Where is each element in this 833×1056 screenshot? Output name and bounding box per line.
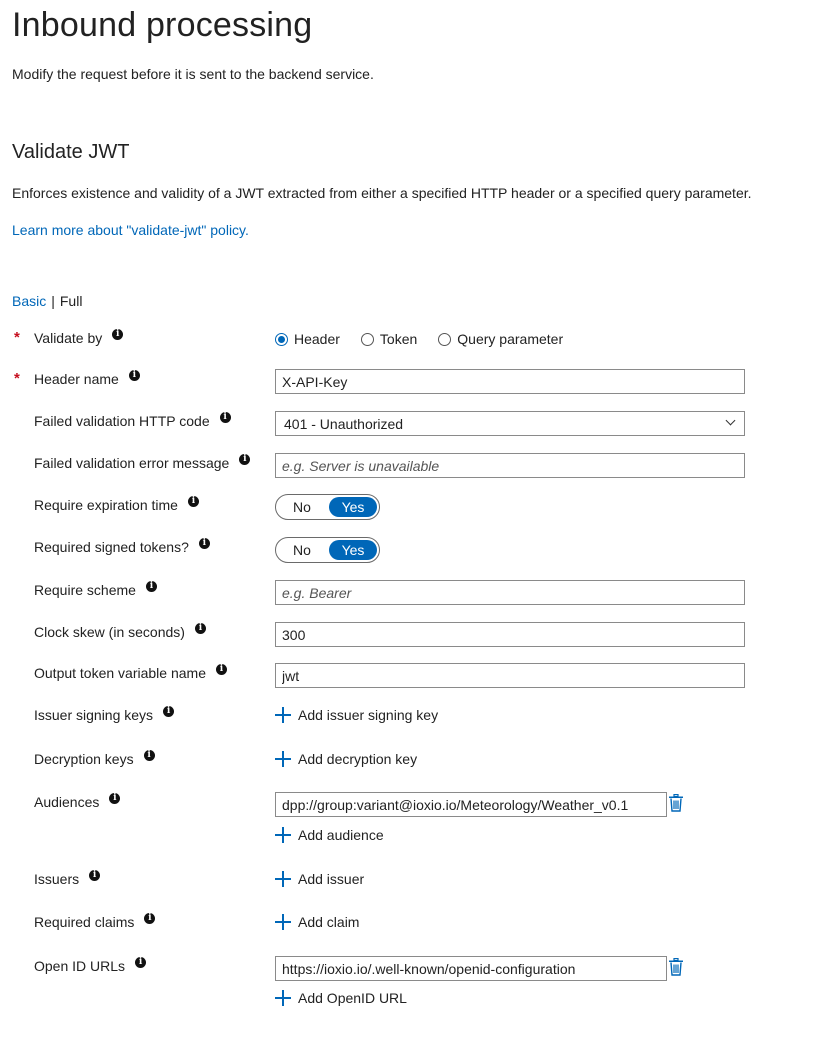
add-openid-url-button[interactable] <box>275 990 407 1006</box>
required-claims-label-text: Required claims <box>34 914 135 930</box>
info-icon[interactable]: i <box>195 623 206 634</box>
radio-token-label: Token <box>379 331 418 347</box>
failed-message-input[interactable] <box>275 453 745 478</box>
radio-query-parameter-button[interactable] <box>438 333 451 346</box>
info-icon[interactable]: i <box>199 538 210 549</box>
page-subtitle: Modify the request before it is sent to the backend service. <box>12 66 374 82</box>
radio-header-label: Header <box>294 331 340 347</box>
plus-icon <box>275 751 291 767</box>
output-var-label <box>34 665 227 681</box>
failed-code-label-text: Failed validation HTTP code <box>34 413 210 429</box>
require-signed-label <box>34 539 210 555</box>
info-icon[interactable]: i <box>144 913 155 924</box>
plus-icon <box>275 871 291 887</box>
radio-query-parameter[interactable] <box>438 331 563 347</box>
require-expiration-toggle[interactable] <box>275 494 380 520</box>
decryption-keys-label-text: Decryption keys <box>34 751 134 767</box>
failed-message-label-text: Failed validation error message <box>34 455 230 471</box>
openid-urls-label <box>34 958 146 974</box>
radio-header[interactable] <box>275 331 340 347</box>
add-claim-label: Add claim <box>298 914 360 930</box>
plus-icon <box>275 914 291 930</box>
header-name-label <box>34 371 140 387</box>
issuer-keys-label-text: Issuer signing keys <box>34 707 154 723</box>
add-issuer-button[interactable] <box>275 871 364 887</box>
toggle-yes-option[interactable]: Yes <box>329 540 377 560</box>
clock-skew-label <box>34 624 206 640</box>
audiences-label-text: Audiences <box>34 794 100 810</box>
toggle-yes-option[interactable]: Yes <box>329 497 377 517</box>
plus-icon <box>275 707 291 723</box>
clock-skew-label-text: Clock skew (in seconds) <box>34 624 185 640</box>
trash-icon[interactable] <box>668 794 684 812</box>
info-icon[interactable]: i <box>144 750 155 761</box>
add-issuer-signing-key-label: Add issuer signing key <box>298 707 439 723</box>
header-name-label-text: Header name <box>34 371 119 387</box>
failed-code-label <box>34 413 231 429</box>
mode-switch <box>12 293 82 309</box>
require-expiration-label <box>34 497 199 513</box>
add-audience-button[interactable] <box>275 827 384 843</box>
add-issuer-signing-key-button[interactable] <box>275 707 438 723</box>
issuers-label-text: Issuers <box>34 871 80 887</box>
info-icon[interactable]: i <box>109 793 120 804</box>
require-scheme-label <box>34 582 157 598</box>
decryption-keys-label <box>34 751 155 767</box>
learn-more-link[interactable]: Learn more about "validate-jwt" policy. <box>12 222 249 238</box>
trash-icon[interactable] <box>668 958 684 976</box>
issuers-label <box>34 871 100 887</box>
plus-icon <box>275 827 291 843</box>
failed-message-label <box>34 455 250 471</box>
plus-icon <box>275 990 291 1006</box>
issuer-keys-label <box>34 707 174 723</box>
require-signed-toggle[interactable] <box>275 537 380 563</box>
toggle-no-option[interactable]: No <box>293 542 311 558</box>
mode-basic-link[interactable]: Basic <box>12 293 47 309</box>
info-icon[interactable]: i <box>216 664 227 675</box>
info-icon[interactable]: i <box>89 870 100 881</box>
audience-input[interactable] <box>275 792 667 817</box>
require-scheme-input[interactable] <box>275 580 745 605</box>
header-name-input[interactable] <box>275 369 745 394</box>
radio-header-button[interactable] <box>275 333 288 346</box>
require-expiration-label-text: Require expiration time <box>34 497 178 513</box>
validate-by-label-text: Validate by <box>34 330 103 346</box>
require-scheme-label-text: Require scheme <box>34 582 136 598</box>
add-claim-button[interactable] <box>275 914 359 930</box>
info-icon[interactable]: i <box>146 581 157 592</box>
policy-title: Validate JWT <box>12 141 130 163</box>
info-icon[interactable]: i <box>129 370 140 381</box>
radio-token-button[interactable] <box>361 333 374 346</box>
failed-code-select[interactable] <box>275 411 745 436</box>
page-title: Inbound processing <box>12 6 313 44</box>
radio-token[interactable] <box>361 331 417 347</box>
radio-query-parameter-label: Query parameter <box>457 331 564 347</box>
toggle-no-option[interactable]: No <box>293 499 311 515</box>
clock-skew-input[interactable] <box>275 622 745 647</box>
add-openid-url-label: Add OpenID URL <box>298 990 407 1006</box>
openid-urls-label-text: Open ID URLs <box>34 958 126 974</box>
required-marker: * <box>14 370 20 387</box>
info-icon[interactable]: i <box>135 957 146 968</box>
info-icon[interactable]: i <box>188 496 199 507</box>
add-decryption-key-button[interactable] <box>275 751 417 767</box>
validate-by-radio-group <box>275 331 584 347</box>
add-audience-label: Add audience <box>298 827 384 843</box>
add-issuer-label: Add issuer <box>298 871 365 887</box>
output-var-label-text: Output token variable name <box>34 665 206 681</box>
add-decryption-key-label: Add decryption key <box>298 751 418 767</box>
info-icon[interactable]: i <box>112 329 123 340</box>
chevron-down-icon <box>726 416 736 426</box>
openid-url-input[interactable] <box>275 956 667 981</box>
require-signed-label-text: Required signed tokens? <box>34 539 189 555</box>
failed-code-selected-value: 401 - Unauthorized <box>284 415 404 432</box>
info-icon[interactable]: i <box>220 412 231 423</box>
policy-description: Enforces existence and validity of a JWT extracted from either a specified HTTP header or a specified query parameter. <box>12 185 752 201</box>
info-icon[interactable]: i <box>163 706 174 717</box>
mode-full-link[interactable]: Full <box>59 293 83 309</box>
info-icon[interactable]: i <box>239 454 250 465</box>
mode-separator: | <box>51 293 55 309</box>
required-marker: * <box>14 329 20 346</box>
output-var-input[interactable] <box>275 663 745 688</box>
required-claims-label <box>34 914 155 930</box>
validate-by-label <box>34 330 123 346</box>
audiences-label <box>34 794 120 810</box>
